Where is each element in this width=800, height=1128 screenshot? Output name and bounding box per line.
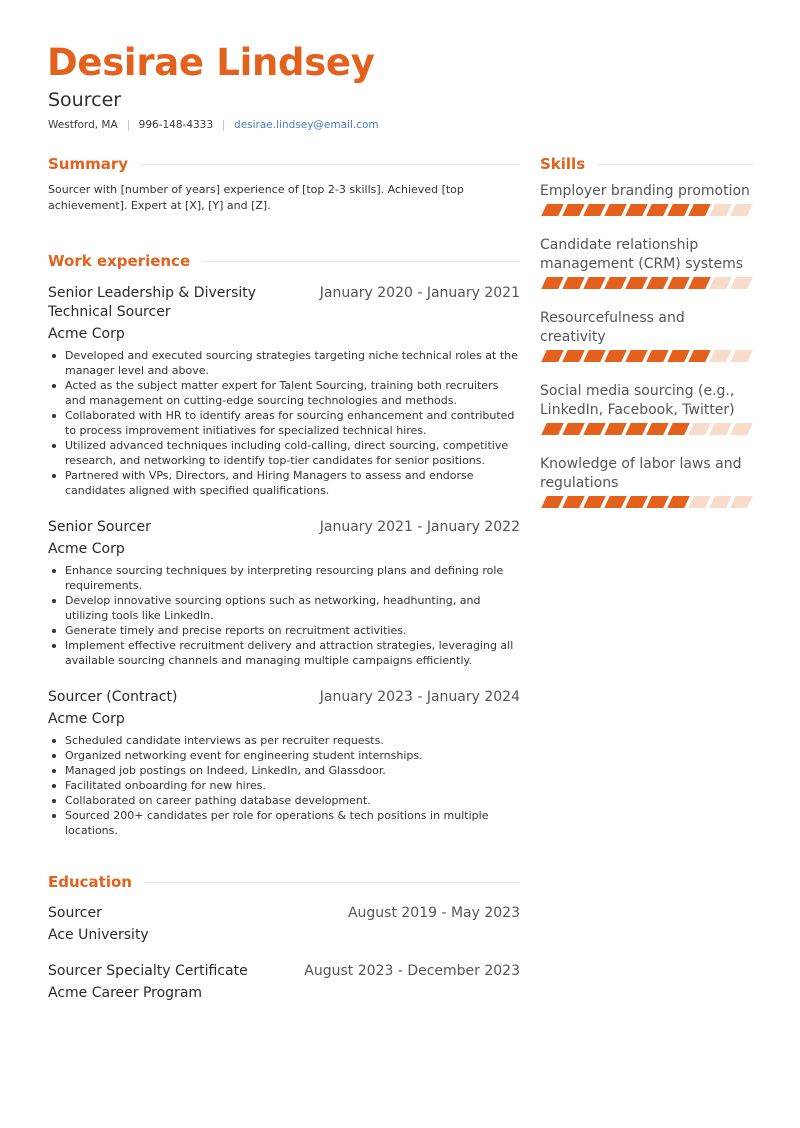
skill-segment-filled: [667, 423, 690, 435]
skill-segment-empty: [709, 350, 732, 362]
job-title: Senior Sourcer: [48, 519, 151, 535]
location-text: Westford, MA: [48, 119, 118, 131]
bullet-item: Utilized advanced techniques including cold-calling, direct sourcing, competitive research, and networking to identify top-tier candidates for senior positions.: [48, 438, 520, 468]
section-header: [48, 249, 520, 273]
skill-name: Employer branding promotion: [540, 183, 750, 199]
skill-level-bar: [540, 423, 753, 435]
skill-segment-filled: [646, 350, 669, 362]
job-entry: [48, 518, 520, 668]
skill-segment-filled: [604, 423, 627, 435]
skill-segment-filled: [583, 204, 606, 216]
bullet-item: Scheduled candidate interviews as per recruiter requests.: [48, 733, 520, 748]
bullet-item: Generate timely and precise reports on recruitment activities.: [48, 623, 520, 638]
skill-level-bar: [540, 350, 753, 362]
skill-item: [540, 455, 753, 508]
skill-level-bar: [540, 277, 753, 289]
section-divider: [202, 261, 520, 262]
skill-level-bar: [540, 496, 753, 508]
email-link[interactable]: desirae.lindsey@email.com: [234, 119, 379, 131]
skill-segment-filled: [541, 423, 564, 435]
bullet-item: Partnered with VPs, Directors, and Hiring Managers to assess and endorse candidates aligned with specified qualifications.: [48, 468, 520, 498]
skill-segment-filled: [646, 204, 669, 216]
skill-segment-filled: [562, 277, 585, 289]
job-bullets: [48, 563, 520, 668]
skill-segment-empty: [730, 350, 753, 362]
skill-segment-empty: [730, 423, 753, 435]
skill-segment-filled: [667, 204, 690, 216]
section-divider: [597, 164, 753, 165]
skill-segment-filled: [646, 496, 669, 508]
skill-segment-filled: [625, 423, 648, 435]
skill-segment-filled: [562, 350, 585, 362]
skill-name: Candidate relationship management (CRM) systems: [540, 237, 744, 272]
skill-segment-filled: [583, 350, 606, 362]
skill-segment-filled: [688, 204, 711, 216]
skill-segment-filled: [667, 350, 690, 362]
section-title: Summary: [48, 155, 129, 173]
bullet-item: Sourced 200+ candidates per role for operations & tech positions in multiple locations.: [48, 808, 520, 838]
section-title: Skills: [540, 155, 586, 173]
skill-segment-filled: [583, 496, 606, 508]
section-header: [48, 870, 520, 894]
skill-item: [540, 182, 753, 216]
skill-segment-empty: [688, 496, 711, 508]
bullet-item: Organized networking event for engineering student internships.: [48, 748, 520, 763]
education-section: [48, 870, 520, 1003]
skill-segment-empty: [730, 204, 753, 216]
education-dates: August 2019 - May 2023: [347, 905, 520, 921]
job-bullets: [48, 348, 520, 498]
job-entry: [48, 688, 520, 838]
contact-divider: [128, 120, 129, 131]
section-divider: [140, 164, 520, 165]
education-entry: [48, 904, 520, 945]
skill-segment-empty: [709, 277, 732, 289]
skill-name: Social media sourcing (e.g., LinkedIn, Facebook, Twitter): [540, 383, 735, 418]
skill-segment-empty: [730, 496, 753, 508]
skill-segment-filled: [604, 496, 627, 508]
skill-segment-filled: [541, 204, 564, 216]
job-company: Acme Corp: [48, 711, 125, 727]
skill-segment-filled: [541, 277, 564, 289]
job-dates: January 2023 - January 2024: [319, 689, 520, 705]
contact-line: [48, 119, 379, 131]
contact-divider: [223, 120, 224, 131]
skill-segment-filled: [562, 423, 585, 435]
skill-name: Resourcefulness and creativity: [540, 310, 685, 345]
bullet-item: Enhance sourcing techniques by interpreting resourcing plans and defining role requirements.: [48, 563, 520, 593]
job-title: Senior Leadership & Diversity Technical Sourcer: [48, 285, 257, 320]
section-header: [540, 152, 753, 176]
candidate-name: Desirae Lindsey: [47, 41, 375, 84]
skill-segment-filled: [562, 496, 585, 508]
section-divider: [144, 882, 520, 883]
skill-name: Knowledge of labor laws and regulations: [540, 456, 742, 491]
bullet-item: Implement effective recruitment delivery and attraction strategies, leveraging all available sourcing channels and managing multiple campaigns efficiently.: [48, 638, 520, 668]
skill-segment-filled: [604, 204, 627, 216]
job-company: Acme Corp: [48, 326, 125, 342]
skill-item: [540, 309, 753, 362]
skill-segment-filled: [583, 277, 606, 289]
summary-section: [48, 152, 520, 213]
skill-segment-filled: [625, 204, 648, 216]
job-entry: [48, 284, 520, 498]
job-dates: January 2020 - January 2021: [319, 285, 520, 301]
education-dates: August 2023 - December 2023: [304, 963, 520, 979]
candidate-role: Sourcer: [48, 89, 122, 111]
work-section: [48, 249, 520, 838]
skill-segment-filled: [625, 350, 648, 362]
skill-segment-filled: [625, 496, 648, 508]
skill-item: [540, 236, 753, 289]
education-entry: [48, 962, 520, 1003]
skill-segment-empty: [709, 423, 732, 435]
sidebar-column: [540, 152, 753, 508]
education-degree: Sourcer Specialty Certificate: [48, 963, 248, 979]
bullet-item: Managed job postings on Indeed, LinkedIn, and Glassdoor.: [48, 763, 520, 778]
skill-segment-empty: [709, 204, 732, 216]
education-degree: Sourcer: [48, 905, 102, 921]
skill-segment-filled: [604, 277, 627, 289]
bullet-item: Collaborated with HR to identify areas for sourcing enhancement and contributed to process improvement initiatives for specialized technical hires.: [48, 408, 520, 438]
skill-segment-filled: [604, 350, 627, 362]
skill-level-bar: [540, 204, 753, 216]
section-header: [48, 152, 520, 176]
skill-segment-filled: [583, 423, 606, 435]
skill-segment-empty: [688, 423, 711, 435]
skill-segment-filled: [667, 277, 690, 289]
bullet-item: Develop innovative sourcing options such as networking, headhunting, and utilizing tools like LinkedIn.: [48, 593, 520, 623]
skill-segment-filled: [625, 277, 648, 289]
skill-segment-filled: [688, 350, 711, 362]
bullet-item: Facilitated onboarding for new hires.: [48, 778, 520, 793]
bullet-item: Collaborated on career pathing database development.: [48, 793, 520, 808]
skill-segment-filled: [541, 350, 564, 362]
main-column: [48, 152, 520, 1003]
job-title: Sourcer (Contract): [48, 689, 178, 705]
skill-segment-filled: [646, 277, 669, 289]
bullet-item: Developed and executed sourcing strategies targeting niche technical roles at the manager level and above.: [48, 348, 520, 378]
bullet-item: Acted as the subject matter expert for Talent Sourcing, training both recruiters and management on cutting-edge sourcing technologies and methods.: [48, 378, 520, 408]
education-school: Ace University: [48, 927, 149, 943]
education-school: Acme Career Program: [48, 985, 203, 1001]
section-title: Work experience: [48, 252, 191, 270]
job-company: Acme Corp: [48, 541, 125, 557]
skill-segment-filled: [688, 277, 711, 289]
skill-item: [540, 382, 753, 435]
job-dates: January 2021 - January 2022: [319, 519, 520, 535]
skill-segment-empty: [709, 496, 732, 508]
skill-segment-filled: [667, 496, 690, 508]
skill-segment-filled: [562, 204, 585, 216]
skill-segment-empty: [730, 277, 753, 289]
phone-text: 996-148-4333: [138, 119, 214, 131]
job-bullets: [48, 733, 520, 838]
skill-segment-filled: [646, 423, 669, 435]
section-title: Education: [48, 873, 132, 891]
skill-segment-filled: [541, 496, 564, 508]
summary-text: Sourcer with [number of years] experience of [top 2-3 skills]. Achieved [top achievement]. Expert at [X], [Y] and [Z].: [48, 183, 464, 212]
